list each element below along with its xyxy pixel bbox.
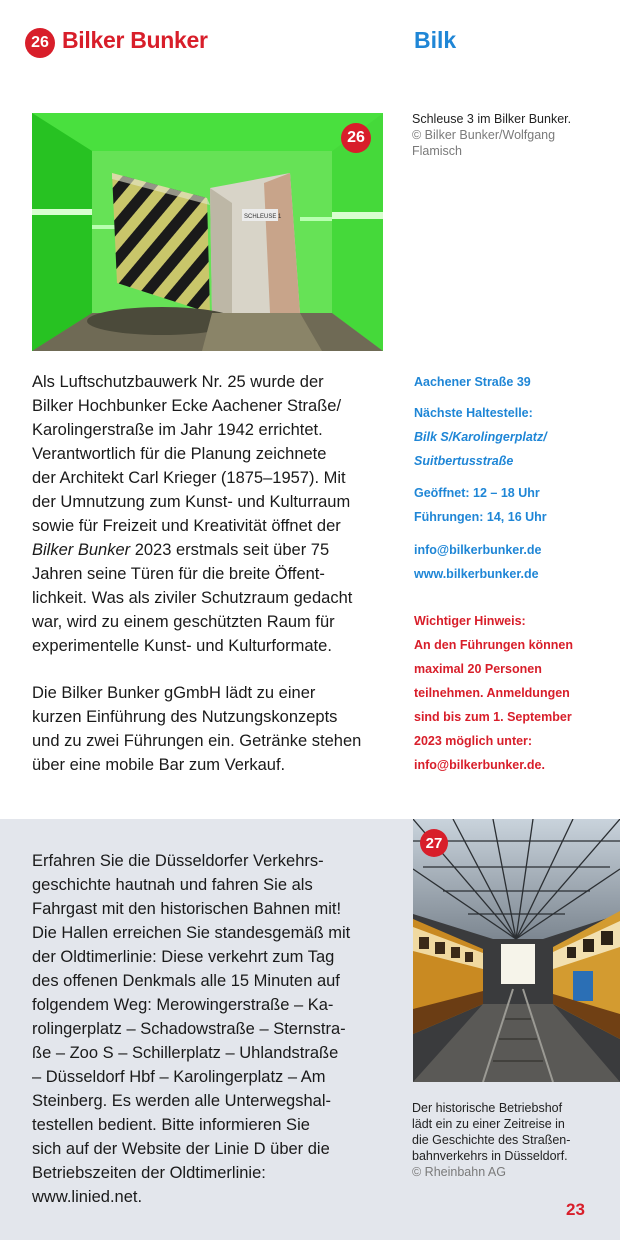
text-line: Die Hallen erreichen Sie standesgemäß mit <box>32 924 351 942</box>
text-line: der Oldtimerlinie: Diese verkehrt zum Tag <box>32 948 335 966</box>
text-fragment: 2023 erstmals seit über 75 <box>130 541 330 559</box>
notice-email-link[interactable]: info@bilkerbunker.de. <box>414 758 545 772</box>
photo-number-badge: 27 <box>420 829 448 857</box>
tram-paragraph <box>32 849 402 1209</box>
text-line: ße – Zoo S – Schillerplatz – Uhlandstraße <box>32 1044 339 1062</box>
photo-credit-cont: Flamisch <box>412 144 463 158</box>
text-line: Betriebszeiten der Oldtimerlinie: <box>32 1164 266 1182</box>
stop-name-cont: Suitbertusstraße <box>414 454 514 468</box>
notice-line: teilnehmen. Anmeldungen <box>414 686 570 700</box>
text-line: Jahren seine Türen für die breite Öffent- <box>32 565 325 583</box>
notice-line: maximal 20 Personen <box>414 662 542 676</box>
tour-times: Führungen: 14, 16 Uhr <box>414 510 547 524</box>
caption-text: Schleuse 3 im Bilker Bunker. <box>412 112 572 126</box>
text-line: kurzen Einführung des Nutzungskonzepts <box>32 708 338 726</box>
section-number-badge: 26 <box>25 28 55 58</box>
text-line: Karolingerstraße im Jahr 1942 errichtet. <box>32 421 323 439</box>
website-link[interactable]: www.linied.net. <box>32 1188 143 1206</box>
caption-line: lädt ein zu einer Zeitreise in <box>412 1117 565 1131</box>
text-line: des offenen Denkmals alle 15 Minuten auf <box>32 972 340 990</box>
text-line: war, wird zu einem geschützten Raum für <box>32 613 335 631</box>
text-line: über eine mobile Bar zum Verkauf. <box>32 756 286 774</box>
text-line: Die Bilker Bunker gGmbH lädt zu einer <box>32 684 316 702</box>
photo-number-badge: 26 <box>341 123 371 153</box>
caption-line: Der historische Betriebshof <box>412 1101 563 1115</box>
text-line: Fahrgast mit den historischen Bahnen mit! <box>32 900 342 918</box>
text-line: Erfahren Sie die Düsseldorfer Verkehrs- <box>32 852 324 870</box>
text-line: sowie für Freizeit und Kreativität öffnet der <box>32 517 341 535</box>
door-sign-text: SCHLEUSE 1 <box>244 214 282 220</box>
text-line: folgendem Weg: Merowingerstraße – Ka- <box>32 996 334 1014</box>
bunker-illustration <box>32 113 383 351</box>
text-line: testellen bedient. Bitte informieren Sie <box>32 1116 310 1134</box>
text-line: Steinberg. Es werden alle Unterwegshal- <box>32 1092 331 1110</box>
text-line: der Architekt Carl Krieger (1875–1957). Mit <box>32 469 346 487</box>
text-line: sich auf der Website der Linie D über die <box>32 1140 330 1158</box>
tram-depot-photo <box>413 819 620 1082</box>
district-label: Bilk <box>414 27 457 53</box>
photo-caption <box>412 111 602 159</box>
tour-paragraph <box>32 681 394 777</box>
photo-caption <box>412 1100 607 1180</box>
text-line: der Umnutzung zum Kunst- und Kulturraum <box>32 493 351 511</box>
photo-credit: © Bilker Bunker/Wolfgang <box>412 128 556 142</box>
text-line <box>32 538 394 562</box>
text-line: geschichte hautnah und fahren Sie als <box>32 876 313 894</box>
notice-line: sind bis zum 1. September <box>414 710 572 724</box>
text-line: experimentelle Kunst- und Kulturformate. <box>32 637 332 655</box>
stop-name: Bilk S/Karolingerplatz/ <box>414 430 547 444</box>
opening-hours: Geöffnet: 12 – 18 Uhr <box>414 486 540 500</box>
text-line: Als Luftschutzbauwerk Nr. 25 wurde der <box>32 373 324 391</box>
intro-paragraph <box>32 370 394 658</box>
address: Aachener Straße 39 <box>414 375 531 389</box>
italic-name: Bilker Bunker <box>32 541 131 559</box>
text-line: Verantwortlich für die Planung zeichnete <box>32 445 327 463</box>
email-link[interactable]: info@bilkerbunker.de <box>414 543 542 557</box>
text-line: rolingerplatz – Schadowstraße – Sternstra- <box>32 1020 346 1038</box>
page-number: 23 <box>566 1200 585 1219</box>
text-line: lichkeit. Was als ziviler Schutzraum gedacht <box>32 589 353 607</box>
caption-line: bahnverkehrs in Düsseldorf. <box>412 1149 568 1163</box>
bunker-photo <box>32 113 383 351</box>
text-line: Bilker Hochbunker Ecke Aachener Straße/ <box>32 397 342 415</box>
notice-title: Wichtiger Hinweis: <box>414 614 526 628</box>
notice-line: 2023 möglich unter: <box>414 734 533 748</box>
page-title: Bilker Bunker <box>62 27 208 53</box>
text-line: – Düsseldorf Hbf – Karolingerplatz – Am <box>32 1068 326 1086</box>
website-link[interactable]: www.bilkerbunker.de <box>414 567 539 581</box>
tram-depot-illustration <box>413 819 620 1082</box>
stop-label: Nächste Haltestelle: <box>414 406 533 420</box>
text-line: und zu zwei Führungen ein. Getränke stehen <box>32 732 362 750</box>
photo-credit: © Rheinbahn AG <box>412 1165 506 1179</box>
notice-line: An den Führungen können <box>414 638 574 652</box>
caption-line: die Geschichte des Straßen- <box>412 1133 571 1147</box>
